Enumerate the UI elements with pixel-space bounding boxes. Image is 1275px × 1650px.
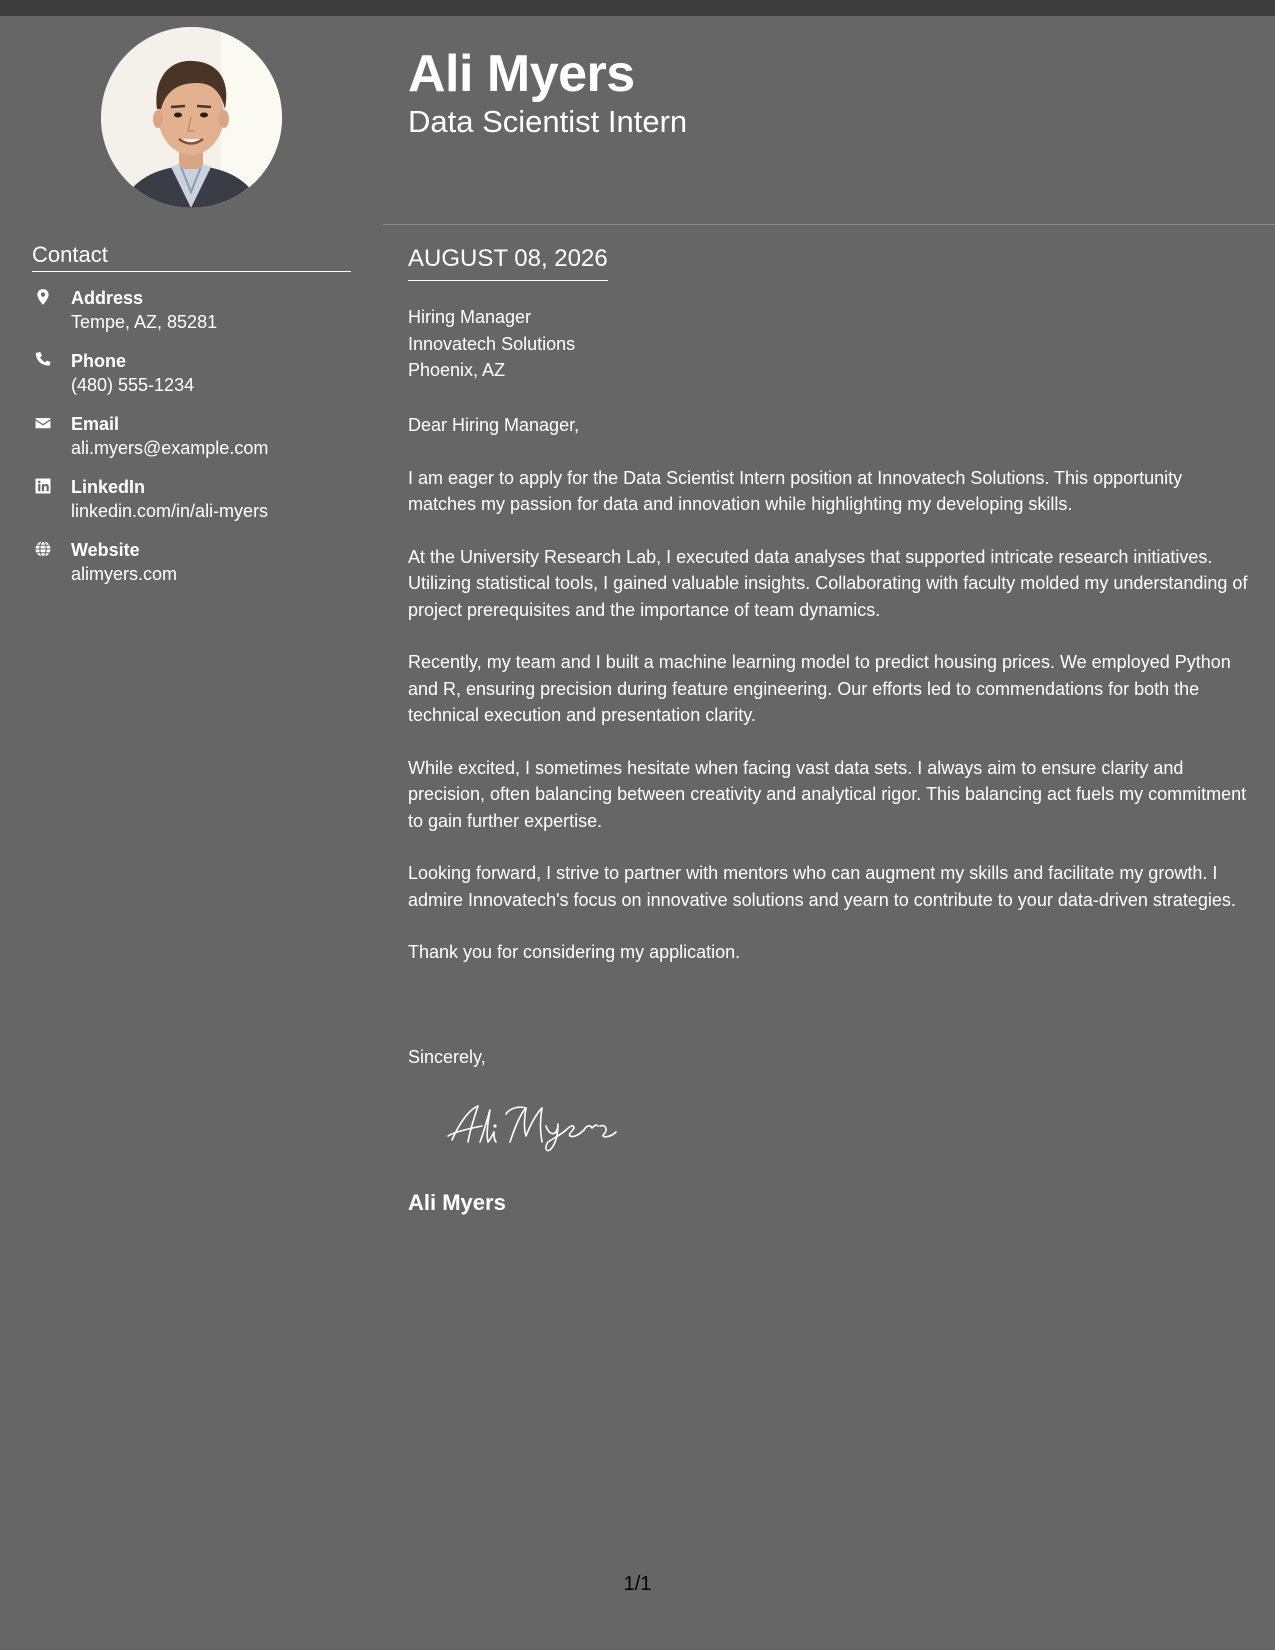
letter-body	[408, 412, 1248, 992]
recipient-line: Hiring Manager	[408, 307, 532, 327]
linkedin-icon	[34, 477, 52, 495]
phone-icon	[34, 351, 52, 369]
recipient-line: Phoenix, AZ	[408, 360, 506, 380]
letter-paragraph: At the University Research Lab, I executed data analyses that supported intricate research initiatives. Utilizing statistical tools, I gained valuable insights. Collaborating with faculty molded my understanding of project prerequisites and the importance of team dynamics.	[408, 546, 1248, 620]
letter-paragraph: Looking forward, I strive to partner with mentors who can augment my skills and facilitate my growth. I admire Innovatech's focus on innovative solutions and yearn to contribute to your data-driven strategies.	[408, 863, 1236, 910]
contact-heading: Contact	[32, 242, 351, 272]
letter-paragraph: I am eager to apply for the Data Scientist Intern position at Innovatech Solutions. This opportunity matches my passion for data and innovation while highlighting my developing skills.	[408, 467, 1183, 514]
salutation: Dear Hiring Manager,	[408, 415, 580, 435]
contact-label: LinkedIn	[71, 477, 146, 497]
contact-list	[32, 286, 362, 601]
location-pin-icon	[34, 288, 52, 306]
handwritten-signature	[444, 1096, 644, 1152]
viewer-top-bar	[0, 0, 1275, 16]
email-value[interactable]: ali.myers@example.com	[71, 438, 269, 458]
signer-name: Ali Myers	[408, 1190, 506, 1215]
linkedin-value[interactable]: linkedin.com/in/ali-myers	[71, 501, 269, 521]
contact-item-website	[32, 538, 362, 601]
contact-label: Email	[71, 414, 120, 434]
applicant-title: Data Scientist Intern	[408, 104, 688, 139]
letter-closing: Sincerely,	[408, 1047, 486, 1067]
contact-item-linkedin	[32, 475, 362, 538]
profile-photo	[101, 27, 282, 208]
letter-paragraph: While excited, I sometimes hesitate when facing vast data sets. I always aim to ensure clarity and precision, often balancing between creativity and analytical rigor. This balancing act fuels my commitment to gain further expertise.	[408, 757, 1247, 831]
website-value[interactable]: alimyers.com	[71, 564, 178, 584]
recipient-block	[408, 304, 575, 384]
contact-item-email	[32, 412, 362, 475]
address-value: Tempe, AZ, 85281	[71, 312, 218, 332]
phone-value: (480) 555-1234	[71, 375, 195, 395]
letter-date: AUGUST 08, 2026	[408, 244, 608, 281]
recipient-line: Innovatech Solutions	[408, 333, 576, 354]
letter-paragraph: Recently, my team and I built a machine learning model to predict housing prices. We employed Python and R, ensuring precision during feature engineering. Our efforts led to commendations for both the technical execution and presentation clarity.	[408, 652, 1231, 725]
envelope-icon	[34, 414, 52, 432]
contact-item-phone	[32, 349, 362, 412]
contact-item-address	[32, 286, 362, 349]
contact-label: Website	[71, 540, 140, 560]
header-divider	[383, 224, 1275, 225]
page-number: 1/1	[623, 1573, 652, 1595]
profile-photo-image	[101, 27, 282, 208]
applicant-name: Ali Myers	[408, 45, 635, 103]
contact-label: Address	[71, 288, 144, 308]
cover-letter-page	[0, 16, 1275, 1650]
globe-icon	[34, 540, 52, 558]
letter-paragraph: Thank you for considering my application.	[408, 942, 741, 962]
contact-label: Phone	[71, 351, 127, 371]
